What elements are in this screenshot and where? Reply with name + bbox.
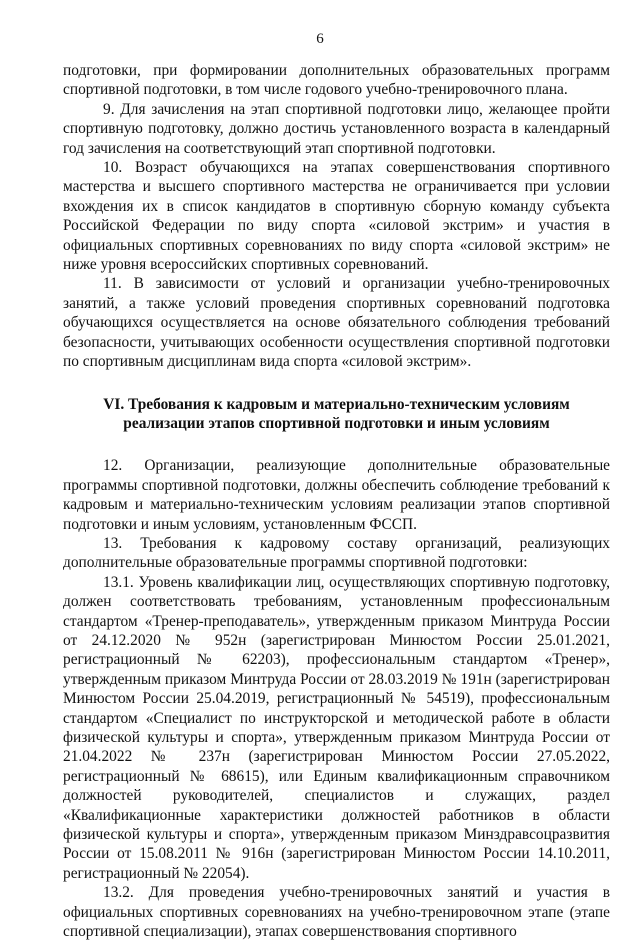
paragraph-13-2: 13.2. Для проведения учебно-тренировочных занятий и участия в официальных спортивных соревнованиях на учебно-тренировочном этапе (этапе спортивной специализации), этапах совершенствования спортивного xyxy=(63,884,610,941)
paragraph-12: 12. Организации, реализующие дополнительные образовательные программы спортивной подготовки, должны обеспечить соблюдение требований к кадровым и материально-техническим условиям реализации этапов спортивной подготовки и иным условиям, установленным ФССП. xyxy=(63,457,610,533)
paragraph-13: 13. Требования к кадровому составу организаций, реализующих дополнительные образовательные программы спортивной подготовки: xyxy=(63,534,610,572)
page-number: 6 xyxy=(316,31,324,47)
paragraph-continuation: подготовки, при формировании дополнительных образовательных программ спортивной подготовки, в том числе годового учебно-тренировочного плана. xyxy=(63,62,610,99)
paragraph-13-1: 13.1. Уровень квалификации лиц, осуществляющих спортивную подготовку, должен соответствовать требованиям, установленным профессиональным стандартом «Тренер-преподаватель», утвержденным приказом Минтруда России от 24.12.2020 № 952н (зарегистрирован Минюстом России 25.01.2021, регистрационный № 62203), профессиональным стандартом «Тренер», утвержденным приказом Минтруда России от 28.03.2019 № 191н (зарегистрирован Минюстом России 25.04.2019, регистрационный № 54519), профессиональным стандартом «Специалист по инструкторской и методической работе в области физической культуры и спорта», утвержденным приказом Минтруда России от 21.04.2022 № 237н (зарегистрирован Минюстом России 27.05.2022, регистрационный № 68615), или Единым квалификационным справочником должностей руководителей, специалистов и служащих, раздел «Квалификационные характеристики должностей работников в области физической культуры и спорта», утвержденным приказом Минздравсоцразвития России от 15.08.2011 № 916н (зарегистрирован Минюстом России 14.10.2011, регистрационный № 22054). xyxy=(63,573,610,882)
paragraph-11: 11. В зависимости от условий и организации учебно-тренировочных занятий, а также условий проведения спортивных соревнований подготовка обучающихся осуществляется на основе обязательного соблюдения требований безопасности, учитывающих особенности осуществления спортивной подготовки по спортивным дисциплинам вида спорта «силовой экстрим». xyxy=(63,275,610,371)
paragraph-9: 9. Для зачисления на этап спортивной подготовки лицо, желающее пройти спортивную подготовку, должно достичь установленного возраста в календарный год зачисления на соответствующий этап спортивной подготовки. xyxy=(63,100,610,157)
document-body xyxy=(63,61,610,941)
paragraph-10: 10. Возраст обучающихся на этапах совершенствования спортивного мастерства и высшего спортивного мастерства не ограничивается при условии вхождения их в список кандидатов в спортивную сборную команду субъекта Российской Федерации по виду спорта «силовой экстрим» и участия в официальных спортивных соревнованиях по виду спорта «силовой экстрим» не ниже уровня всероссийских спортивных соревнований. xyxy=(63,159,610,274)
section-heading: VI. Требования к кадровым и материально-техническим условиям реализации этапов спортивной подготовки и иным условиям xyxy=(103,395,570,432)
